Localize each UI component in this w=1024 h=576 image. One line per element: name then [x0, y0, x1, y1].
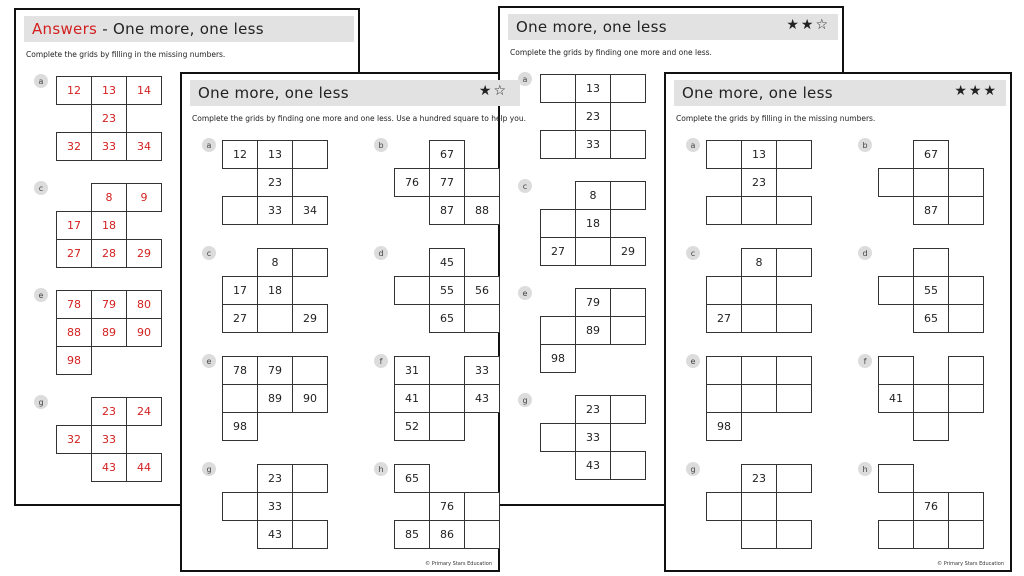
grid-cell: 89 — [91, 318, 127, 347]
grid-cell[interactable] — [776, 356, 812, 385]
grid-cell: 76 — [913, 492, 949, 521]
grid-cell: 23 — [575, 102, 611, 131]
grid-cell: 23 — [575, 395, 611, 424]
grid-cell[interactable] — [257, 304, 293, 333]
grid-cell[interactable] — [776, 248, 812, 277]
grid-label-e: e — [34, 288, 48, 302]
grid-cell: 43 — [575, 451, 611, 480]
grid-cell: 23 — [91, 397, 127, 426]
grid-cell[interactable] — [878, 276, 914, 305]
grid-cell[interactable] — [610, 395, 646, 424]
grid-cell[interactable] — [540, 209, 576, 238]
grid-cell: 67 — [429, 140, 465, 169]
grid-cell[interactable] — [948, 276, 984, 305]
grid-cell[interactable] — [948, 196, 984, 225]
grid-cell: 32 — [56, 425, 92, 454]
instructions: Complete the grids by finding one more and one less. — [510, 48, 712, 57]
grid-label-a: a — [34, 74, 48, 88]
difficulty-stars-icon: ★★☆ — [786, 17, 830, 33]
grid-label-a: a — [518, 72, 532, 86]
grid-cell: 79 — [257, 356, 293, 385]
grid-cell: 79 — [91, 290, 127, 319]
grid-cell[interactable] — [706, 356, 742, 385]
grid-cell[interactable] — [222, 492, 258, 521]
grid-cell[interactable] — [429, 412, 465, 441]
grid-label-b: b — [374, 138, 388, 152]
grid-cell[interactable] — [222, 196, 258, 225]
grid-cell[interactable] — [610, 130, 646, 159]
grid-label-g: g — [34, 395, 48, 409]
grid-cell: 65 — [394, 464, 430, 493]
grid-cell: 9 — [126, 183, 162, 212]
grid-cell: 45 — [429, 248, 465, 277]
grid-cell[interactable] — [292, 248, 328, 277]
grid-label-d: d — [374, 246, 388, 260]
grid-cell: 76 — [394, 168, 430, 197]
instructions: Complete the grids by finding one more and one less. Use a hundred square to help you. — [192, 114, 526, 123]
page-title: One more, one less — [198, 84, 349, 102]
grid-cell[interactable] — [706, 140, 742, 169]
grid-cell[interactable] — [741, 276, 777, 305]
grid-cell: 23 — [257, 464, 293, 493]
grid-cell: 88 — [464, 196, 500, 225]
grid-cell[interactable] — [464, 492, 500, 521]
grid-cell: 33 — [91, 132, 127, 161]
grid-label-h: h — [858, 462, 872, 476]
grid-cell: 27 — [540, 237, 576, 266]
grid-cell: 12 — [56, 76, 92, 105]
grid-cell: 85 — [394, 520, 430, 549]
grid-cell: 12 — [222, 140, 258, 169]
grid-cell[interactable] — [464, 520, 500, 549]
title-bar — [508, 14, 838, 40]
grid-cell[interactable] — [948, 520, 984, 549]
grid-label-a: a — [202, 138, 216, 152]
grid-cell[interactable] — [776, 384, 812, 413]
grid-cell: 43 — [91, 453, 127, 482]
grid-cell: 23 — [741, 464, 777, 493]
grid-cell: 78 — [56, 290, 92, 319]
grid-label-b: b — [858, 138, 872, 152]
grid-cell: 43 — [464, 384, 500, 413]
grid-cell[interactable] — [948, 168, 984, 197]
grid-cell: 87 — [913, 196, 949, 225]
grid-cell: 27 — [222, 304, 258, 333]
difficulty-stars-icon: ★★★ — [954, 83, 998, 99]
title-bar — [190, 80, 520, 106]
grid-cell[interactable] — [292, 520, 328, 549]
grid-cell: 33 — [575, 423, 611, 452]
grid-cell: 33 — [575, 130, 611, 159]
grid-cell[interactable] — [222, 384, 258, 413]
grid-cell: 55 — [429, 276, 465, 305]
grid-cell[interactable] — [394, 276, 430, 305]
grid-cell: 55 — [913, 276, 949, 305]
grid-cell: 86 — [429, 520, 465, 549]
grid-cell[interactable] — [540, 130, 576, 159]
grid-label-c: c — [202, 246, 216, 260]
grid-cell: 33 — [257, 196, 293, 225]
grid-cell[interactable] — [540, 74, 576, 103]
grid-cell[interactable] — [575, 237, 611, 266]
grid-cell[interactable] — [741, 520, 777, 549]
grid-cell[interactable] — [741, 304, 777, 333]
grid-cell[interactable] — [878, 168, 914, 197]
grid-label-a: a — [686, 138, 700, 152]
grid-cell[interactable] — [948, 356, 984, 385]
grid-cell[interactable] — [292, 356, 328, 385]
grid-cell: 41 — [878, 384, 914, 413]
grid-cell[interactable] — [610, 74, 646, 103]
grid-cell[interactable] — [706, 492, 742, 521]
grid-label-c: c — [518, 179, 532, 193]
grid-cell: 23 — [257, 168, 293, 197]
grid-label-h: h — [374, 462, 388, 476]
grid-cell[interactable] — [878, 520, 914, 549]
grid-cell: 8 — [575, 181, 611, 210]
grid-cell[interactable] — [776, 520, 812, 549]
grid-cell[interactable] — [464, 304, 500, 333]
grid-cell[interactable] — [776, 140, 812, 169]
grid-cell[interactable] — [948, 304, 984, 333]
grid-cell: 34 — [292, 196, 328, 225]
grid-cell: 78 — [222, 356, 258, 385]
grid-cell: 90 — [126, 318, 162, 347]
grid-cell[interactable] — [706, 384, 742, 413]
grid-cell[interactable] — [913, 412, 949, 441]
grid-cell[interactable] — [610, 316, 646, 345]
page-title: One more, one less — [682, 84, 833, 102]
grid-cell: 29 — [126, 239, 162, 268]
grid-cell[interactable] — [741, 196, 777, 225]
grid-cell: 27 — [56, 239, 92, 268]
grid-label-f: f — [858, 354, 872, 368]
grid-cell: 52 — [394, 412, 430, 441]
three-star-worksheet — [664, 72, 1012, 572]
grid-cell[interactable] — [610, 451, 646, 480]
instructions: Complete the grids by filling in the missing numbers. — [26, 50, 226, 59]
grid-cell[interactable] — [540, 423, 576, 452]
one-star-worksheet — [180, 72, 526, 572]
grid-cell: 18 — [257, 276, 293, 305]
grid-cell: 33 — [464, 356, 500, 385]
grid-cell: 23 — [91, 104, 127, 133]
grid-cell: 23 — [741, 168, 777, 197]
grid-cell: 67 — [913, 140, 949, 169]
grid-label-g: g — [686, 462, 700, 476]
grid-cell: 89 — [575, 316, 611, 345]
grid-cell[interactable] — [741, 384, 777, 413]
grid-cell: 98 — [56, 346, 92, 375]
instructions: Complete the grids by filling in the missing numbers. — [676, 114, 876, 123]
grid-cell: 80 — [126, 290, 162, 319]
grid-label-f: f — [374, 354, 388, 368]
grid-cell[interactable] — [741, 492, 777, 521]
grid-cell: 13 — [741, 140, 777, 169]
grid-cell: 77 — [429, 168, 465, 197]
grid-cell[interactable] — [706, 276, 742, 305]
grid-cell: 28 — [91, 239, 127, 268]
grid-cell: 98 — [706, 412, 742, 441]
grid-cell[interactable] — [741, 356, 777, 385]
title-bar — [24, 16, 354, 42]
grid-label-e: e — [202, 354, 216, 368]
grid-cell: 14 — [126, 76, 162, 105]
grid-cell[interactable] — [540, 316, 576, 345]
grid-cell: 8 — [91, 183, 127, 212]
grid-cell: 33 — [257, 492, 293, 521]
grid-cell: 65 — [913, 304, 949, 333]
grid-cell: 98 — [222, 412, 258, 441]
grid-cell: 17 — [222, 276, 258, 305]
grid-cell: 29 — [292, 304, 328, 333]
grid-cell: 27 — [706, 304, 742, 333]
grid-cell: 13 — [91, 76, 127, 105]
grid-cell[interactable] — [878, 356, 914, 385]
grid-cell: 17 — [56, 211, 92, 240]
grid-cell: 76 — [429, 492, 465, 521]
grid-cell: 18 — [91, 211, 127, 240]
grid-label-d: d — [858, 246, 872, 260]
grid-cell[interactable] — [429, 384, 465, 413]
grid-label-e: e — [686, 354, 700, 368]
grid-cell: 13 — [575, 74, 611, 103]
grid-cell: 32 — [56, 132, 92, 161]
grid-cell[interactable] — [913, 520, 949, 549]
grid-label-g: g — [518, 393, 532, 407]
grid-cell[interactable] — [776, 464, 812, 493]
grid-cell[interactable] — [292, 140, 328, 169]
grid-cell: 13 — [257, 140, 293, 169]
footer-credit: © Primary Stars Education — [937, 561, 1004, 567]
grid-label-g: g — [202, 462, 216, 476]
grid-label-e: e — [518, 286, 532, 300]
grid-cell: 87 — [429, 196, 465, 225]
grid-cell[interactable] — [948, 492, 984, 521]
grid-cell[interactable] — [913, 168, 949, 197]
grid-cell[interactable] — [913, 248, 949, 277]
grid-cell: 90 — [292, 384, 328, 413]
grid-cell: 41 — [394, 384, 430, 413]
grid-cell: 79 — [575, 288, 611, 317]
grid-cell[interactable] — [706, 196, 742, 225]
grid-cell: 8 — [741, 248, 777, 277]
grid-cell[interactable] — [913, 384, 949, 413]
grid-cell: 33 — [91, 425, 127, 454]
grid-cell: 29 — [610, 237, 646, 266]
grid-cell: 98 — [540, 344, 576, 373]
grid-cell: 24 — [126, 397, 162, 426]
grid-cell[interactable] — [948, 384, 984, 413]
footer-credit: © Primary Stars Education — [425, 561, 492, 567]
grid-cell[interactable] — [610, 288, 646, 317]
grid-cell: 43 — [257, 520, 293, 549]
grid-cell[interactable] — [878, 464, 914, 493]
grid-cell: 8 — [257, 248, 293, 277]
grid-cell: 18 — [575, 209, 611, 238]
page-title: Answers - One more, one less — [32, 20, 264, 38]
grid-label-c: c — [34, 181, 48, 195]
difficulty-stars-icon: ★☆ — [478, 83, 508, 99]
title-bar — [674, 80, 1006, 106]
grid-cell: 56 — [464, 276, 500, 305]
page-title: One more, one less — [516, 18, 667, 36]
grid-cell: 89 — [257, 384, 293, 413]
grid-cell[interactable] — [610, 181, 646, 210]
grid-cell[interactable] — [776, 304, 812, 333]
grid-cell: 44 — [126, 453, 162, 482]
grid-cell[interactable] — [464, 168, 500, 197]
grid-cell: 34 — [126, 132, 162, 161]
grid-cell: 88 — [56, 318, 92, 347]
grid-cell[interactable] — [776, 196, 812, 225]
grid-cell[interactable] — [292, 464, 328, 493]
grid-cell: 65 — [429, 304, 465, 333]
grid-cell: 31 — [394, 356, 430, 385]
grid-label-c: c — [686, 246, 700, 260]
